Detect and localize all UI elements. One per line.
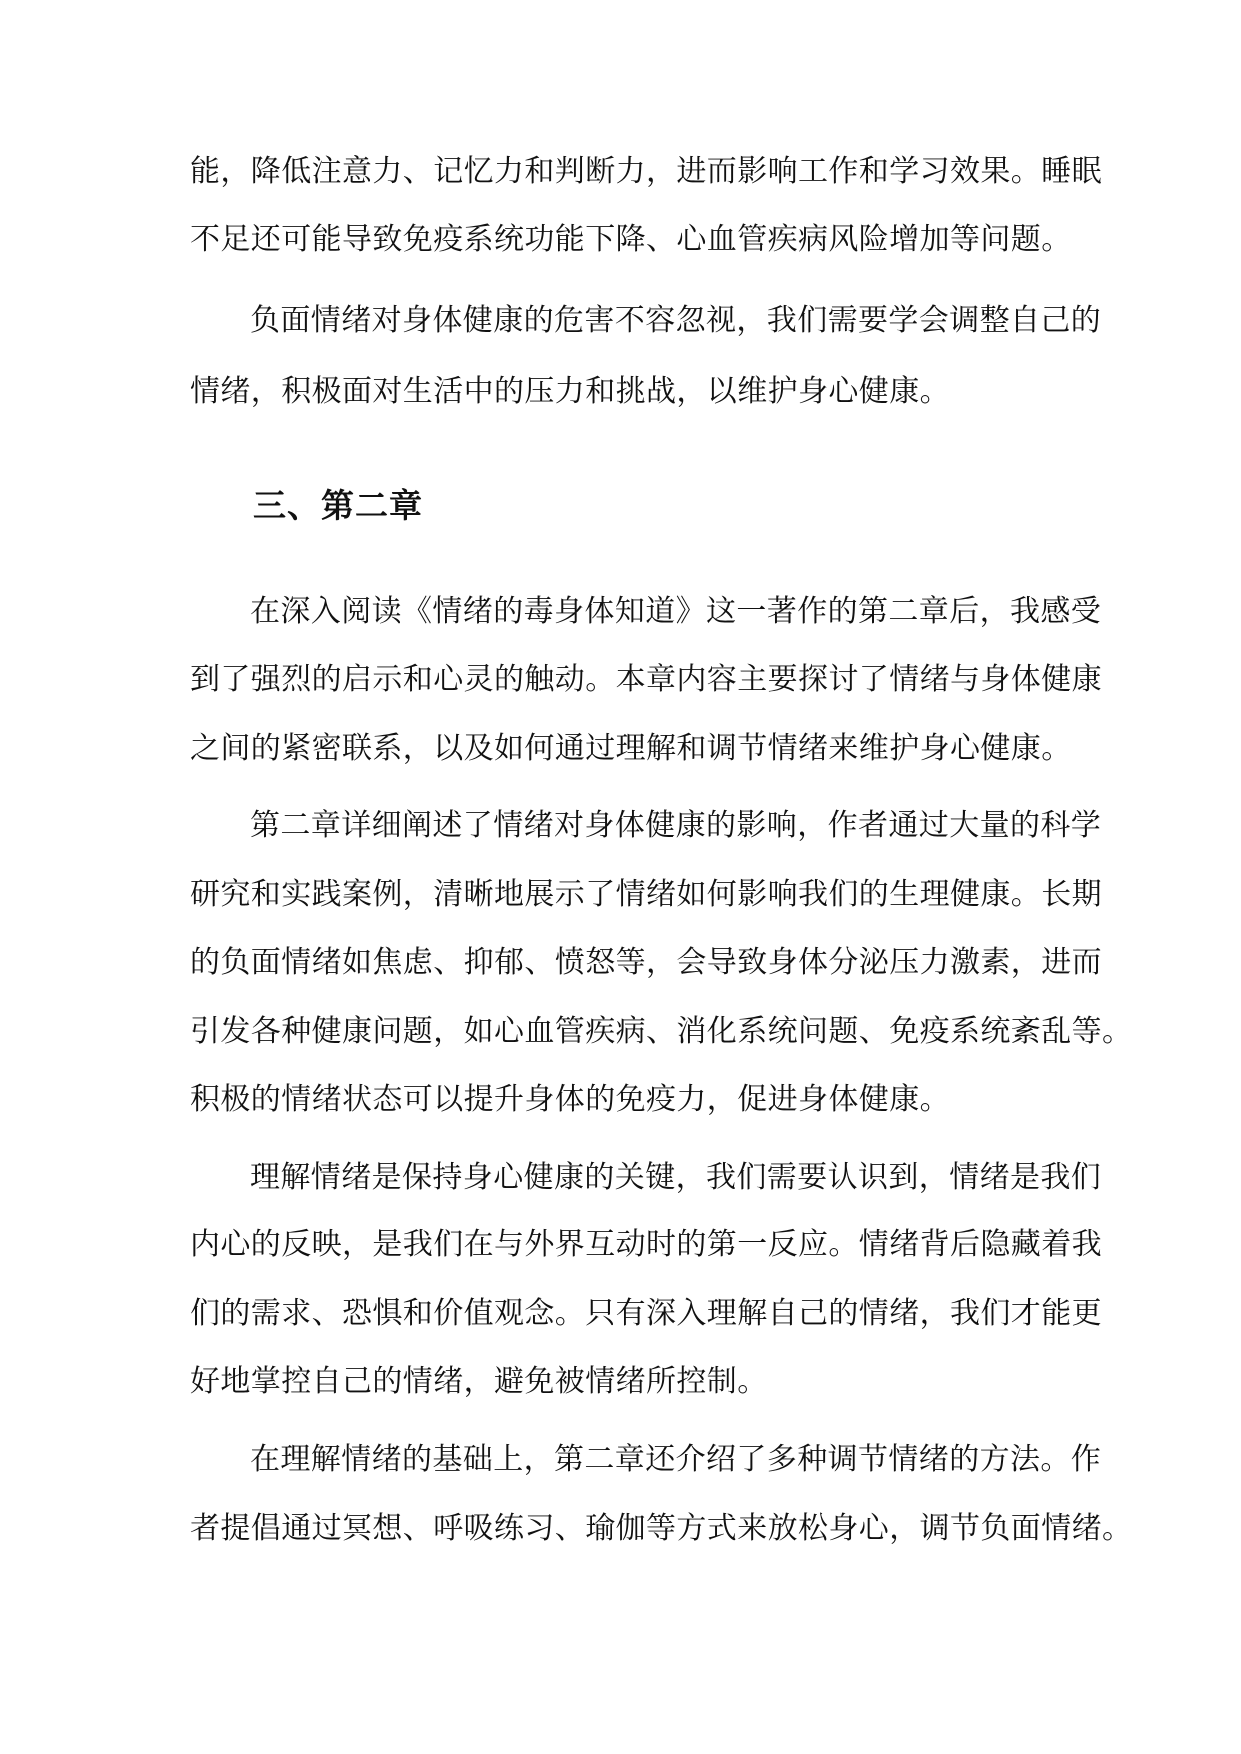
- text-line: 不足还可能导致免疫系统功能下降、心血管疾病风险增加等问题。: [190, 222, 1072, 257]
- text-line: 积极的情绪状态可以提升身体的免疫力，促进身体健康。: [190, 1082, 950, 1117]
- text-line: 能，降低注意力、记忆力和判断力，进而影响工作和学习效果。睡眠: [190, 154, 1102, 189]
- text-line: 好地掌控自己的情绪，避免被情绪所控制。: [190, 1364, 768, 1399]
- text-line: 引发各种健康问题，如心血管疾病、消化系统问题、免疫系统紊乱等。: [190, 1014, 1133, 1049]
- text-line: 到了强烈的启示和心灵的触动。本章内容主要探讨了情绪与身体健康: [190, 662, 1102, 697]
- paragraph-start-line: 在理解情绪的基础上，第二章还介绍了多种调节情绪的方法。作: [250, 1442, 1102, 1477]
- paragraph-start-line: 理解情绪是保持身心健康的关键，我们需要认识到，情绪是我们: [250, 1160, 1102, 1195]
- text-line: 者提倡通过冥想、呼吸练习、瑜伽等方式来放松身心，调节负面情绪。: [190, 1511, 1133, 1546]
- section-heading: 三、第二章: [253, 486, 423, 525]
- paragraph-start-line: 在深入阅读《情绪的毒身体知道》这一著作的第二章后，我感受: [250, 594, 1102, 629]
- text-line: 情绪，积极面对生活中的压力和挑战，以维护身心健康。: [190, 374, 950, 409]
- text-line: 之间的紧密联系，以及如何通过理解和调节情绪来维护身心健康。: [190, 731, 1072, 766]
- text-line: 内心的反映，是我们在与外界互动时的第一反应。情绪背后隐藏着我: [190, 1227, 1102, 1262]
- text-line: 们的需求、恐惧和价值观念。只有深入理解自己的情绪，我们才能更: [190, 1296, 1102, 1331]
- text-line: 的负面情绪如焦虑、抑郁、愤怒等，会导致身体分泌压力激素，进而: [190, 945, 1102, 980]
- text-line: 研究和实践案例，清晰地展示了情绪如何影响我们的生理健康。长期: [190, 877, 1102, 912]
- paragraph-start-line: 负面情绪对身体健康的危害不容忽视，我们需要学会调整自己的: [250, 303, 1102, 338]
- paragraph-start-line: 第二章详细阐述了情绪对身体健康的影响，作者通过大量的科学: [250, 808, 1102, 843]
